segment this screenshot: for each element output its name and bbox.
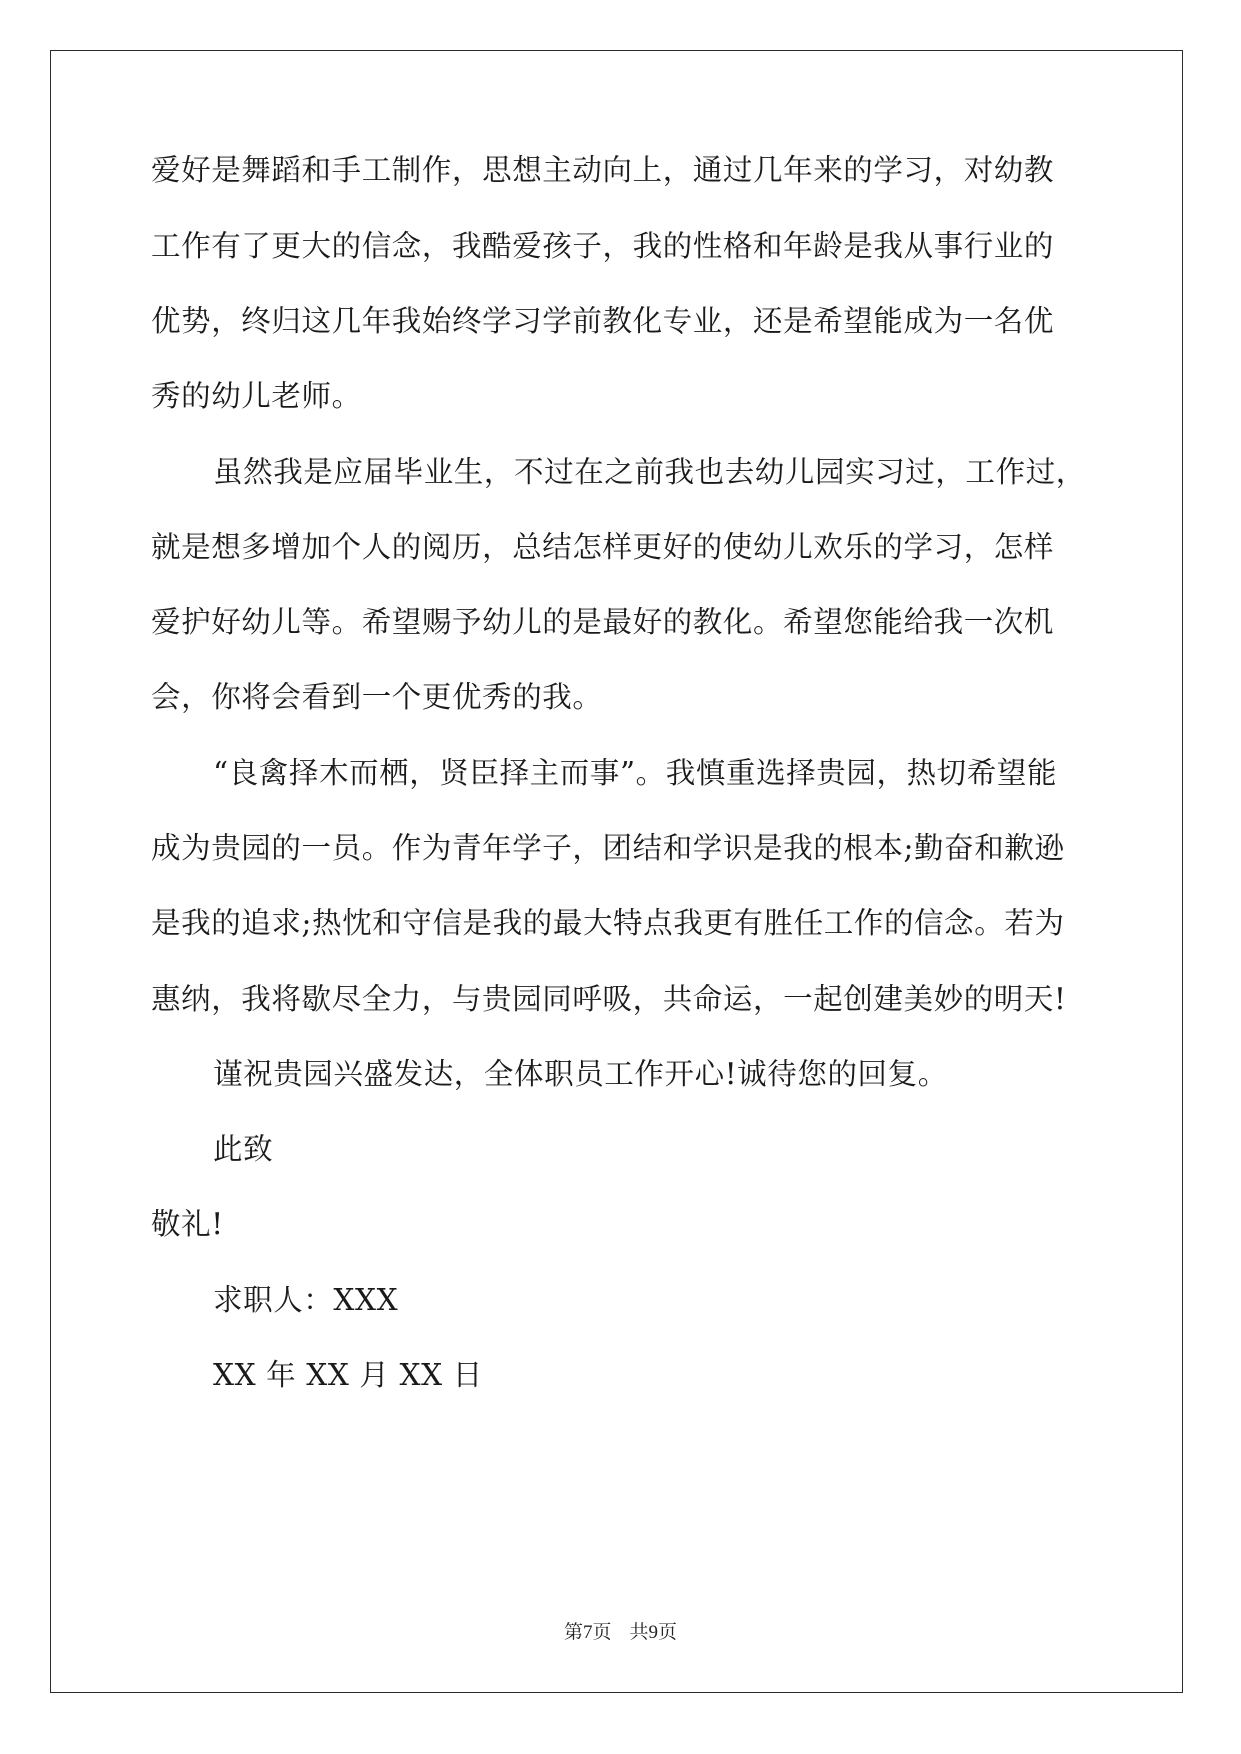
body-text-line: 惠纳，我将歇尽全力，与贵园同呼吸，共命运，一起创建美妙的明天! [151,982,1067,1016]
closing-wishes: 谨祝贵园兴盛发达，全体职员工作开心!诚待您的回复。 [213,1057,948,1091]
body-text-line: 优势，终归这几年我始终学习学前教化专业，还是希望能成为一名优 [151,304,1055,338]
body-text-line: 爱护好幼儿等。希望赐予幼儿的是最好的教化。希望您能给我一次机 [151,605,1055,639]
body-text-line: 就是想多增加个人的阅历，总结怎样更好的使幼儿欢乐的学习，怎样 [151,530,1055,564]
paragraph-start-line: 虽然我是应届毕业生，不过在之前我也去幼儿园实习过，工作过， [213,455,1086,489]
body-text-line: 爱好是舞蹈和手工制作，思想主动向上，通过几年来的学习，对幼教 [151,153,1055,187]
body-text-line: 成为贵园的一员。作为青年学子，团结和学识是我的根本;勤奋和歉逊 [151,831,1065,865]
body-text-line: 会，你将会看到一个更优秀的我。 [151,680,603,714]
page-border [50,50,1183,1693]
body-text-line: 是我的追求;热忱和守信是我的最大特点我更有胜任工作的信念。若为 [151,906,1065,940]
salutation-cizhi: 此致 [213,1132,274,1166]
body-text-line: 工作有了更大的信念，我酷爱孩子，我的性格和年龄是我从事行业的 [151,229,1055,263]
applicant-signature: 求职人：XXX [213,1283,399,1317]
paragraph-start-line: “良禽择木而栖，贤臣择主而事”。我慎重选择贵园，热切希望能 [213,756,1058,790]
current-page-number: 第7页 [563,1622,612,1643]
total-pages: 共9页 [629,1622,678,1643]
letter-date: XX 年 XX 月 XX 日 [213,1358,483,1392]
page-footer [0,1621,1241,1645]
body-text-line: 秀的幼儿老师。 [151,379,362,413]
salutation-jingli: 敬礼! [151,1207,224,1241]
